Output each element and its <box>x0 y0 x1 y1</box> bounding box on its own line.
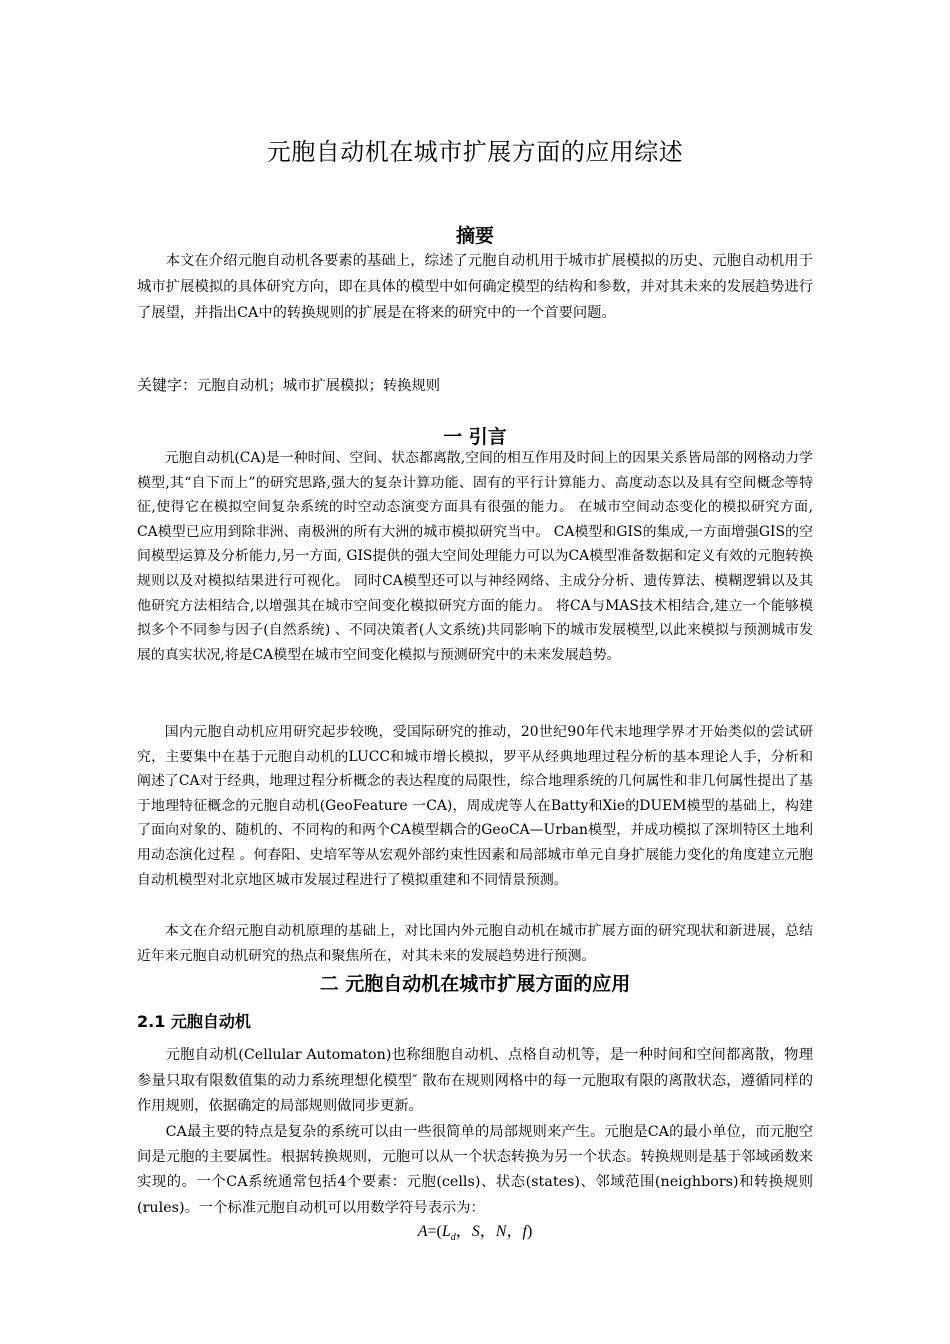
section-1-heading: 一 引言 <box>443 426 507 448</box>
keywords-value: 元胞自动机；城市扩展模拟；转换规则 <box>197 378 441 394</box>
ca-paragraph-1: 元胞自动机(Cellular Automaton)也称细胞自动机、点格自动机等，是一种时间和空间都离散，物理参量只取有限数值集的动力系统理想化模型″ 散布在规则网格中的每一元胞取有限的离散状态，遵循同样的作用规则，依据确定的局部规则做同步更新。 <box>137 1047 813 1114</box>
formula-lhs: A <box>417 1223 428 1240</box>
formula-sep-2: ， <box>479 1223 496 1240</box>
formula-eq: =( <box>427 1223 442 1240</box>
formula-S: S <box>471 1223 480 1240</box>
abstract-text: 本文在介绍元胞自动机各要素的基础上，综述了元胞自动机用于城市扩展模拟的历史、元胞自动机用于城市扩展模拟的具体研究方向，即在具体的模型中如何确定模型的结构和参数，并对其未来的发展趋势进行了展望，并指出CA中的转换规则的扩展是在将来的研究中的一个首要问题。 <box>137 253 813 321</box>
ca-paragraph-2: CA最主要的特点是复杂的系统可以由一些很简单的局部规则来产生。元胞是CA的最小单位，而元胞空间是元胞的主要属性。根据转换规则，元胞可以从一个状态转换为另一个状态。转换规则是基于邻域函数来实现的。一个CA系统通常包括4个要素：元胞(cells)、状态(states)、邻域范围(neighbors)和转换规则(rules)。一个标准元胞自动机可以用数学符号表示为： <box>137 1124 813 1216</box>
formula-L: L <box>441 1223 451 1240</box>
subsection-2-1-heading: 2.1 元胞自动机 <box>137 1012 251 1031</box>
formula-f: f <box>522 1223 527 1240</box>
formula-sep-1: ， <box>455 1223 472 1240</box>
intro-paragraph-2: 国内元胞自动机应用研究起步较晚，受国际研究的推动，20世纪90年代末地理学界才开始类似的尝试研究，主要集中在基于元胞自动机的LUCC和城市增长模拟，罗平从经典地理过程分析的基本理论人手，分析和阐述了CA对于经典，地理过程分析概念的表达程度的局限性，综合地理系统的几何属性和非几何属性提出了基于地理特征概念的元胞自动机(GeoFeature 一CA)，周成虎等人在Batty和Xie的DUEM模型的基础上，构建了面向对象的、随机的、不同构的和两个CA模型耦合的GeoCA—Urban模型，并成功模拟了深圳特区土地利用动态演化过程 。何春阳、史培军等从宏观外部约束性因素和局部城市单元自身扩展能力变化的角度建立元胞自动机模型对北京地区城市发展过程进行了模拟重建和不同情景预测。 <box>137 724 813 888</box>
formula-close: ) <box>526 1223 533 1240</box>
formula-N: N <box>495 1223 507 1240</box>
section-2-heading: 二 元胞自动机在城市扩展方面的应用 <box>319 973 631 995</box>
keywords-line <box>137 373 813 398</box>
intro-paragraph-1: 元胞自动机(CA)是一种时间、空间、状态都离散,空间的相互作用及时间上的因果关系皆局部的网格动力学模型,其“自下而上”的研究思路,强大的复杂计算功能、固有的平行计算能力、高度动态以及具有空间概念等特征,使得它在模拟空间复杂系统的时空动态演变方面具有很强的能力。 在城市空间动态变化的模拟研究方面, CA模型已应用到除非洲、南极洲的所有大洲的城市模拟研究当中。 CA模型和GIS的集成,一方面增强GIS的空间模型运算及分析能力,另一方面, GIS提供的强大空间处理能力可以为CA模型准备数据和定义有效的元胞转换规则以及对模拟结果进行可视化。 同时CA模型还可以与神经网络、主成分分析、遗传算法、模糊逻辑以及其他研究方法相结合,以增强其在城市空间变化模拟研究方面的能力。 将CA与MAS技术相结合,建立一个能够模拟多个不同参与因子(自然系统) 、不同决策者(人文系统)共同影响下的城市发展模型,以此来模拟与预测城市发展的真实状况,将是CA模型在城市空间变化模拟与预测研究中的未来发展趋势。 <box>137 450 813 663</box>
abstract-heading: 摘要 <box>455 225 494 247</box>
document-title: 元胞自动机在城市扩展方面的应用综述 <box>266 138 684 166</box>
formula-sub-d: d <box>450 1232 456 1244</box>
keywords-label: 关键字： <box>137 376 198 394</box>
formula-sep-3: ， <box>506 1223 523 1240</box>
intro-paragraph-3: 本文在介绍元胞自动机原理的基础上，对比国内外元胞自动机在城市扩展方面的研究现状和新进展，总结近年来元胞自动机研究的热点和聚焦所在，对其未来的发展趋势进行预测。 <box>137 923 813 964</box>
ca-formula <box>137 1218 813 1243</box>
